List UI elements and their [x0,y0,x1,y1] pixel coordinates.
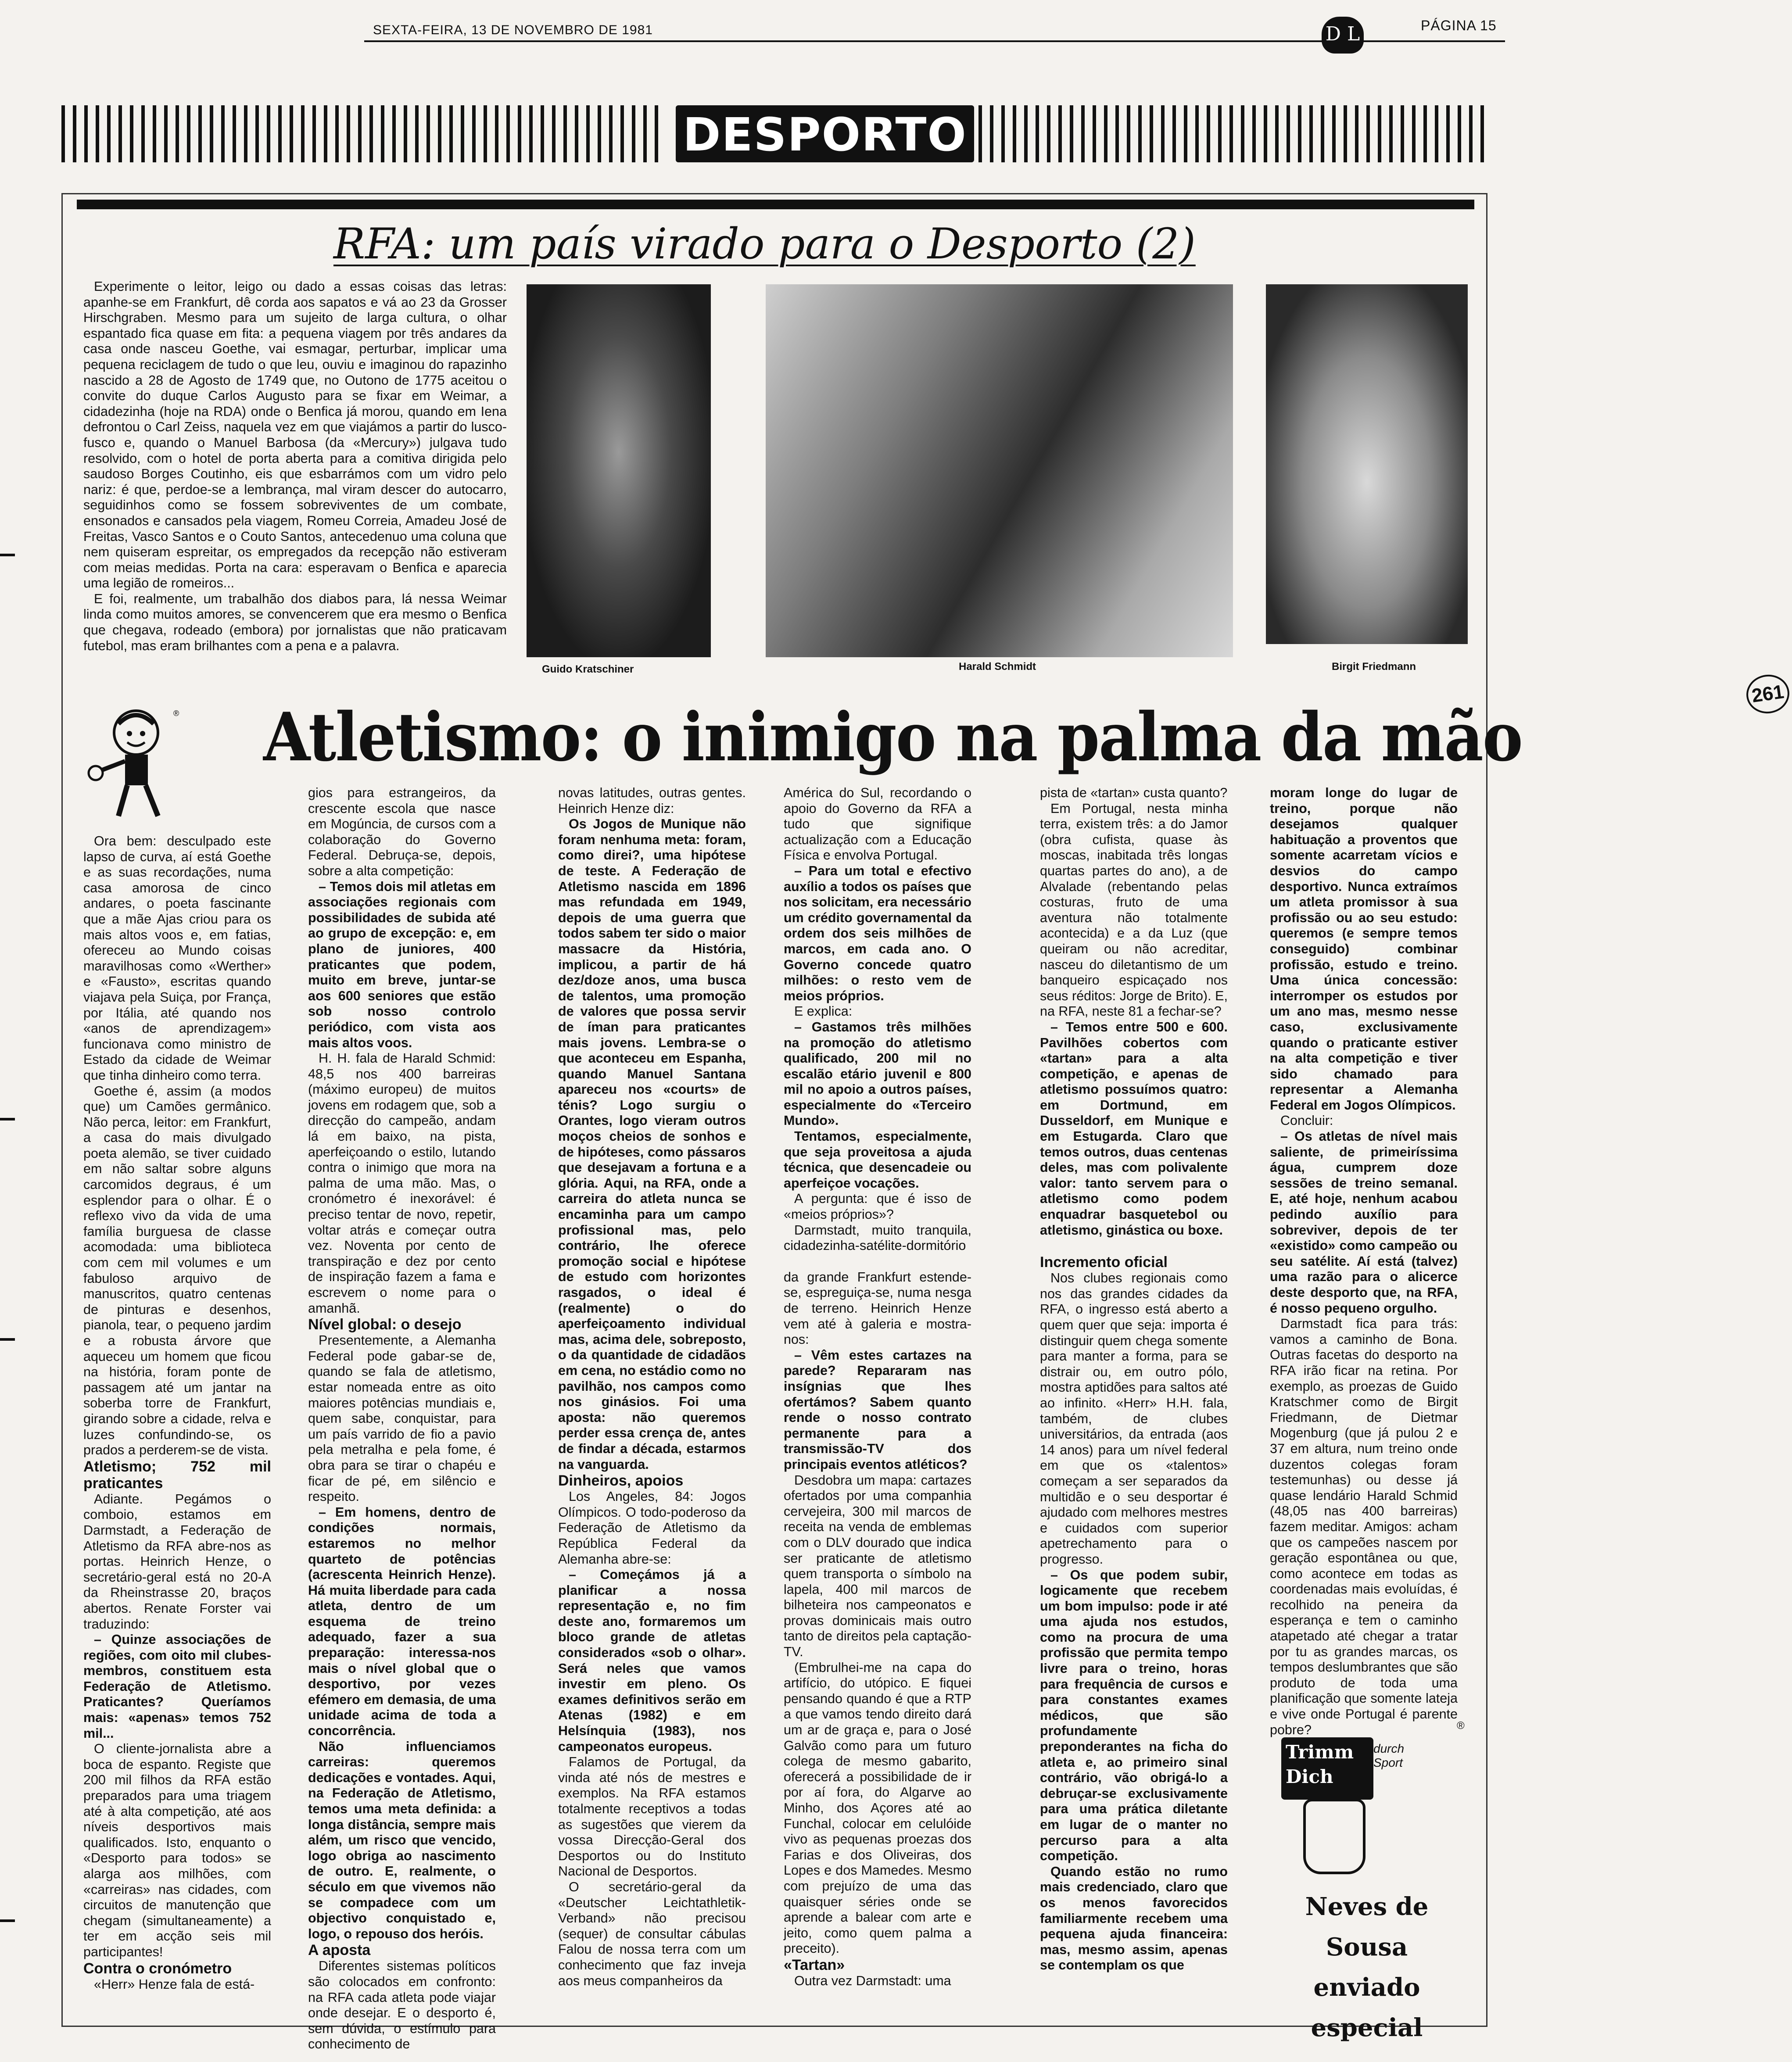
subheading: Contra o cronómetro [83,1960,232,1977]
quote-paragraph: Quando estão no rumo mais credenciado, claro que os menos favorecidos familiarmente recebem uma pequena ajuda financeira: mas, mesmo assim, apenas se contemplam os que [1040,1864,1228,1973]
byline [1270,1887,1463,2048]
trimm-mascot-icon [83,706,184,825]
body-paragraph: Nos clubes regionais como nos das grandes cidades da RFA, o ingresso está aberto a quem quer que seja: importa é distinguir quem chega somente para manter a forma, para se distrair ou, em outro pólo, mostra aptidões para saltos até ao infinito. «Herr» H.H. fala, também, de clubes universitários, da entrada (aos 14 anos) para um nível federal em que os «talentos» começam a ser separados da multidão e o seu desportar é ajudado com melhores mestres e cuidados com superior apetrechamento para o progresso. [1040,1271,1228,1567]
photo-birgit-friedmann [1266,284,1468,644]
issue-date: SEXTA-FEIRA, 13 DE NOVEMBRO DE 1981 [373,23,653,37]
body-paragraph: Darmstadt, muito tranquila, cidadezinha-satélite-dormitório [784,1222,971,1253]
body-paragraph: Desdobra um mapa: cartazes ofertados por uma companhia cervejeira, 300 mil marcos de receita na venda de emblemas com o DLV dourado que indica ser praticante de atletismo quem transporta o símbolo na lapela, 400 mil marcos de bilheteira nos campeonatos e provas dominicais mais outro tanto de direitos pela captação-TV. [784,1472,971,1660]
body-paragraph: «Herr» Henze fala de está- [94,1976,255,1992]
continued-paragraph: América do Sul, recordando o apoio do Governo da RFA a tudo que signifique actualização com a Educação Física e envolva Portugal. [784,785,971,863]
subheading: «Tartan» [784,1956,845,1973]
margin-mark [0,1338,15,1341]
author-name: Neves de Sousa [1305,1892,1429,1962]
quote-paragraph: – Começámos já a planificar a nossa representação e, no fim deste ano, formaremos um bloco grande de atletas considerados «sob o olhar». Será neles que vamos investir em pleno. Os exames definitivos serão em Atenas (1982) e em Helsínquia (1983), nos campeonatos europeus. [558,1567,746,1754]
body-paragraph: Los Angeles, 84: Jogos Olímpicos. O todo-poderoso da Federação de Atletismo da República Federal da Alemanha abre-se: [558,1489,746,1567]
article2-column-4 [784,785,971,1989]
continued-paragraph: novas latitudes, outras gentes. Heinrich Henze diz: [558,785,746,816]
thumbs-up-icon [1303,1799,1366,1874]
photo-caption: Harald Schmidt [959,661,1036,673]
quote-paragraph: – Para um total e efectivo auxílio a todos os países que nos solicitam, era necessário um crédito governamental da ordem dos seis milhões de marcos, em cada ano. O Governo concede quatro milhões: o resto vem de meios próprios. [784,863,971,1003]
bib-number: 261 [1744,672,1792,716]
svg-text:®: ® [173,709,179,718]
subheading: A aposta [308,1942,371,1959]
photo-caption: Guido Kratschiner [542,663,634,675]
body-paragraph: Em Portugal, nesta minha terra, existem três: a do Jamor (obra cufista, quase às moscas, inabitada três longas quartas partes do ano), a de Alvalade (rebentando pelas costuras, fruto de uma aventura não totalmente acontecida) e a da Luz (que queiram ou não acreditar, nasceu do diletantismo de um banqueiro espicaçado nos seus réditos: Jorge de Brito). E, na RFA, neste 81 a fechar-se? [1040,801,1228,1019]
tagline-line-1: durch [1373,1742,1405,1755]
tagline-line-2: Sport [1373,1756,1403,1769]
body-paragraph: Darmstadt fica para trás: vamos a caminho de Bona. Outras facetas do desporto na RFA irão ficar na retina. Por exemplo, as proezas de Guido Kratschmer como de Birgit Friedmann, de Dietmar Mogenburg (que já pulou 2 e 37 em altura, num treino onde duzentos colegas foram testemunhas) ou desse já quase lendário Harald Schmid (48,05 nas 400 barreiras) fazem meditar. Amigos: acham que os campeões nascem por geração espontânea ou que, como acontece em todas as coordenadas mais evoluídas, é recolhido na peneira da esperança e tem o caminho atapetado até chegar a tratar por tu as grandes marcas, os tempos deslumbrantes que são produto de toda uma planificação que somente lateja e vive onde Portugal é parente pobre? [1270,1316,1458,1737]
body-paragraph: Goethe é, assim (a modos que) um Camões germânico. Não perca, leitor: em Frankfurt, a casa do mais divulgado poeta alemão, se tiver cuidado em não saltar sobre alguns carcomidos degraus, é um esplendor para o olhar. É o reflexo vivo da vida de uma família burguesa de classe acomodada: uma biblioteca com cem mil volumes e um fabuloso arquivo de manuscritos, quatro centenas de pinturas e desenhos, pianola, tear, o pequeno jardim e a robusta árvore que aqueceu um homem que ficou na história, foram ponte de passagem até um jantar na soberba torre de Frankfurt, girando sobre a cidade, relva e luzes confundindo-se, os prados a perderem-se de vista. [83,1083,271,1458]
article1-paragraph: E foi, realmente, um trabalhão dos diabos para, lá nessa Weimar linda como muitos amores, se convencerem que era mesmo o Benfica que chegava, rodeado (embora) por jornalistas que não praticavam futebol, mas eram brilhantes com a pena e a palavra. [83,591,507,653]
article1-headline: RFA: um país virado para o Desporto (2) [333,219,1196,268]
body-paragraph: Falamos de Portugal, da vinda até nós de mestres e exemplos. Na RFA estamos totalmente receptivos a todas as sugestões que vierem da vossa Direcção-Geral dos Desportos ou do Instituto Nacional de Desportos. [558,1754,746,1879]
body-paragraph: O cliente-jornalista abre a boca de espanto. Registe que 200 mil filhos da RFA estão preparados para uma triagem até à alta competição, até aos níveis desportivos mais qualificados. Isto, enquanto o «Desporto para todos» se alarga aos milhões, com «carreiras» nas cidades, com circuitos de manutenção que chegam (simultaneamente) a ter em acção seis mil participantes! [83,1741,271,1959]
body-paragraph: (Embrulhei-me na capa do artifício, do utópico. E fiquei pensando quando é que a RTP a que vamos tendo direito dará um ar de graça e, para o José Galvão como para um futuro colega de mesmo gabarito, oferecerá a possibilidade de ir por aí fora, do Algarve ao Minho, dos Açores até ao Funchal, colocar em celulóide vivo as pequenas proezas dos Farias e dos Oliveiras, dos Lopes e dos Mamedes. Mesmo com prejuízo de uma das quaisquer séries onde se aprende a balear com arte e jeito, como quem palma a preceito). [784,1660,971,1956]
author-role: enviado especial [1311,1973,1423,2042]
trimm-dich-logo [1281,1737,1373,1800]
quote-paragraph: – Quinze associações de regiões, com oito mil clubes-membros, constituem esta Federação de Atletismo. Praticantes? Queríamos mais: «apenas» temos 752 mil... [83,1632,271,1741]
margin-mark [0,1118,15,1120]
body-paragraph: Diferentes sistemas políticos são colocados em confronto: na RFA cada atleta pode viajar onde desejar. E o desporto é, sem dúvida, o estímulo para conhecimento de [308,1958,496,2052]
subheading: Incremento oficial [1040,1254,1168,1271]
continued-paragraph: gios para estrangeiros, da crescente escola que nasce em Mogúncia, de cursos com a colaboração do Governo Federal. Debruça-se, depois, sobre a alta competição: [308,785,496,878]
frame-top-rule [77,200,1474,209]
registered-mark: ® [1457,1720,1465,1732]
quote-paragraph: Não influenciamos carreiras: queremos dedicações e vontades. Aqui, na Federação de Atletismo, temos uma meta definida: a longa distância, sempre mais além, um risco que vencido, logo obriga ao nascimento de outro. E, realmente, o século em que vivemos não se compadece com um objectivo conquistado e, logo, o repouso dos heróis. [308,1739,496,1941]
subheading: Nível global: o desejo [308,1316,462,1333]
quote-paragraph: – Gastamos três milhões na promoção do atletismo qualificado, 200 mil no escalão etário juvenil e 800 mil no apoio a outros países, especialmente do «Terceiro Mundo». [784,1019,971,1128]
body-paragraph: Presentemente, a Alemanha Federal pode gabar-se de, quando se fala de atletismo, estar nomeada entre as oito maiores potências mundiais e, quem sabe, conquistar, para um país varrido de fio a pavio pela metralha e pela fome, é obra para se tirar o chapéu e ficar de pé, em silêncio e respeito. [308,1333,496,1504]
column-spacer [784,1254,971,1270]
article2-headline: Atletismo: o inimigo na palma da mão [263,698,1522,777]
body-paragraph: O secretário-geral da «Deutscher Leichtathletik-Verband» não precisou (sequer) de consultar cábulas Falou de nossa terra com um conhecimento que faz inveja aos meus companheiros da [558,1879,746,1988]
article2-column-2 [308,785,496,2052]
quote-paragraph: – Temos entre 500 e 600. Pavilhões cobertos com «tartan» para a alta competição, e apenas de atletismo possuímos quatro: em Dortmund, em Dusseldorf, em Munique e em Estugarda. Claro que temos outros, duas centenas deles, mas com polivalente valor: tanto servem para o atletismo como podem enquadrar basquetebol ou atletismo, ginástica ou boxe. [1040,1019,1228,1238]
margin-mark [0,554,15,556]
photo-caption: Birgit Friedmann [1332,661,1416,673]
section-title: DESPORTO [676,105,974,162]
article1-paragraph: Experimente o leitor, leigo ou dado a essas coisas das letras: apanhe-se em Frankfurt, dê corda aos sapatos e vá ao 23 da Grosser Hirschgraben. Mesmo para um sujeito de larga cultura, o olhar espantado fica quase em fita: a pequena viagem por três andares da casa onde nasceu Goethe, vai esmagar, perturbar, implicar uma pequena reciclagem de tudo o que leu, ouviu e imaginou do rapazinho nascido a 28 de Agosto de 1749 que, no Outono de 1775 aceitou o convite do duque Carlos Augusto para se fixar em Weimar, a cidadezinha (hoje na RDA) onde o Benfica já morou, quando em Iena defrontou o Carl Zeiss, naquela vez em que viajámos a partir do lusco-fusco e, quando o Manuel Barbosa (da «Mercury») julgava tudo resolvido, com o hotel de porta aberta para a comitiva dirigida pelo saudoso Borges Coutinho, eis que esbarrámos com um vidro pelo nariz: é que, perdoe-se a lembrança, mal viram descer do autocarro, seguidinhos como se fossem sobreviventes de um combate, ensonados e cansados pela viagem, Romeu Correia, Amadeu José de Freitas, Vasco Santos e o Couto Santos, antecedenuo uma coluna que nem quiseram espreitar, os empregados da recepção não estiveram com meias medidas. Porta na cara: esperavam o Benfica e aparecia uma legião de romeiros... [83,279,507,591]
logo-line-1: Trimm [1286,1741,1354,1763]
trimm-dich-tagline [1373,1742,1404,1770]
banner-hatch-right [978,105,1487,162]
continued-paragraph: pista de «tartan» custa quanto? [1040,785,1228,800]
section-banner [61,105,1487,162]
article2-column-5 [1040,785,1228,1973]
quote-paragraph: Tentamos, especialmente, que seja proveitosa a ajuda técnica, que desencadeie ou aperfeiçoe vocações. [784,1129,971,1191]
continued-paragraph: da grande Frankfurt estende-se, espreguiça-se, numa nesga de terreno. Heinrich Henze vem até à galeria e mostra-nos: [784,1269,971,1347]
quote-paragraph: – Os que podem subir, logicamente que recebem um bom impulso: pode ir até uma ajuda nos estudos, como na procura de uma profissão que permita tempo livre para o treino, horas para frequência de cursos e para constantes exames médicos, que são profundamente preponderantes na ficha do atleta e, ao primeiro sinal contrário, vão obrigá-lo a debruçar-se exclusivamente para uma prática diletante em lugar de o manter no percurso para a alta competição. [1040,1567,1228,1864]
subheading: Dinheiros, apoios [558,1472,684,1489]
article1-body [83,279,507,654]
quote-paragraph: – Vêm estes cartazes na parede? Repararam nas insígnias que lhes ofertámos? Sabem quanto rende o nosso contrato permanente para a transmissão-TV dos principais eventos atléticos? [784,1347,971,1472]
subheading: Atletismo; 752 mil praticantes [83,1458,271,1492]
article2-column-3 [558,785,746,1989]
body-paragraph: H. H. fala de Harald Schmid: 48,5 nos 400 barreiras (máximo europeu) de muitos jovens em rodagem que, sob a direcção do campeão, andam lá em baixo, na pista, aperfeiçoando o estilo, lutando contra o inimigo que mora na palma de uma mão. Mas, o cronómetro é inexorável: é preciso tentar de novo, repetir, voltar atrás e começar outra vez. Noventa por cento de transpiração e dez por cento de inspiração fazem a fama e escrevem o nome para o amanhã. [308,1051,496,1316]
quote-paragraph: Os Jogos de Munique não foram nenhuma meta: foram, como direi?, uma hipótese de teste. A Federação de Atletismo nascida em 1896 mas refundada em 1949, depois de uma guerra que todos sabem ter sido o maior massacre da História, implicou, a partir de há dez/doze anos, uma busca de talentos, uma promoção de valores que possa servir de íman para praticantes mais jovens. Lembra-se o que aconteceu em Espanha, quando Manuel Santana apareceu nos «courts» de ténis? Logo surgiu o Orantes, logo vieram outros moços cheios de sonhos e de hipóteses, como pássaros que desejavam a fortuna e a glória. Aqui, na RFA, onde a carreira do atleta nunca se encaminha para um campo profissional mas, pelo contrário, lhe oferece promoção social e hipótese de estudo com horizontes rasgados, o ideal é (realmente) o do aperfeiçoamento individual mas, acima dele, sobreposto, o da quantidade de cidadãos em cena, no estádio como no pavilhão, nos campos como nos ginásios. Foi uma aposta: não queremos perder essa crença de, antes de findar a década, estarmos na vanguarda. [558,816,746,1472]
newspaper-logo: D L [1322,17,1364,54]
quote-paragraph: – Os atletas de nível mais saliente, de primeiríssima água, cumprem doze sessões de treino semanal. E, até hoje, nenhum acabou pedindo auxílio para sobreviver, depois de ter «existido» como campeão ou seu satélite. Aí está (talvez) uma razão para o alicerce deste desporto que, na RFA, é nosso pequeno orgulho. [1270,1129,1458,1316]
body-paragraph: Adiante. Pegámos o comboio, estamos em Darmstadt, a Federação de Atletismo da RFA abre-nos as portas. Heinrich Henze, o secretário-geral está no 20-A da Rheinstrasse 20, braços abertos. Renate Forster vai traduzindo: [83,1491,271,1632]
photo-guido-kratschiner [527,284,711,657]
banner-hatch-left [61,105,663,162]
quote-paragraph: – Em homens, dentro de condições normais, estaremos no melhor quarteto de potências (acrescenta Heinrich Henze). Há muita liberdade para cada atleta, dentro de um esquema de treino adequado, fazer a sua preparação: interessa-nos mais o nível global que o desportivo, por vezes efémero em demasia, de uma unidade acima de toda a concorrência. [308,1504,496,1739]
article2-column-1 [83,834,271,1992]
article2-column-6 [1270,785,1458,1738]
body-paragraph: Concluir: [1280,1113,1333,1128]
margin-mark [0,1919,15,1922]
body-paragraph: A pergunta: que é isso de «meios próprios»? [784,1191,971,1222]
body-paragraph: E explica: [794,1004,853,1019]
column-spacer [1040,1238,1228,1254]
quote-paragraph: moram longe do lugar de treino, porque não desejamos qualquer habituação a proventos que somente acarretam vícios e desvios do campo desportivo. Nunca extraímos um atleta promissor à sua profissão ou ao seu estudo: queremos (e sempre temos conseguido) combinar profissão, estudo e treino. Uma única concessão: interromper os estudos por um ano mas, mesmo nesse caso, exclusivamente quando o praticante estiver na alta competição e tiver sido chamado para representar a Alemanha Federal em Jogos Olímpicos. [1270,785,1458,1113]
body-paragraph: Ora bem: desculpado este lapso de curva, aí está Goethe e as suas recordações, numa casa amorosa de cinco andares, o poeta fascinante que a mãe Ajas criou para os mais altos voos e, em fatias, ofereceu ao Mundo coisas maravilhosas como «Werther» e «Fausto», escritas quando viajava pela Suiça, por França, por Itália, até quando nos «anos de aprendizagem» funcionava como ministro de Estado da cidade de Weimar que tinha dinheiro como terra. [83,834,271,1083]
logo-line-2: Dich [1286,1766,1333,1787]
body-paragraph: Outra vez Darmstadt: uma [794,1973,951,1988]
quote-paragraph: – Temos dois mil atletas em associações regionais com possibilidades de subida até ao grupo de excepção: e, em plano de juniores, 400 praticantes que podem, muito em breve, juntar-se aos 600 seniores que estão sob nosso controlo periódico, com vista aos mais altos voos. [308,879,496,1050]
page-number: PÁGINA 15 [1421,18,1497,33]
